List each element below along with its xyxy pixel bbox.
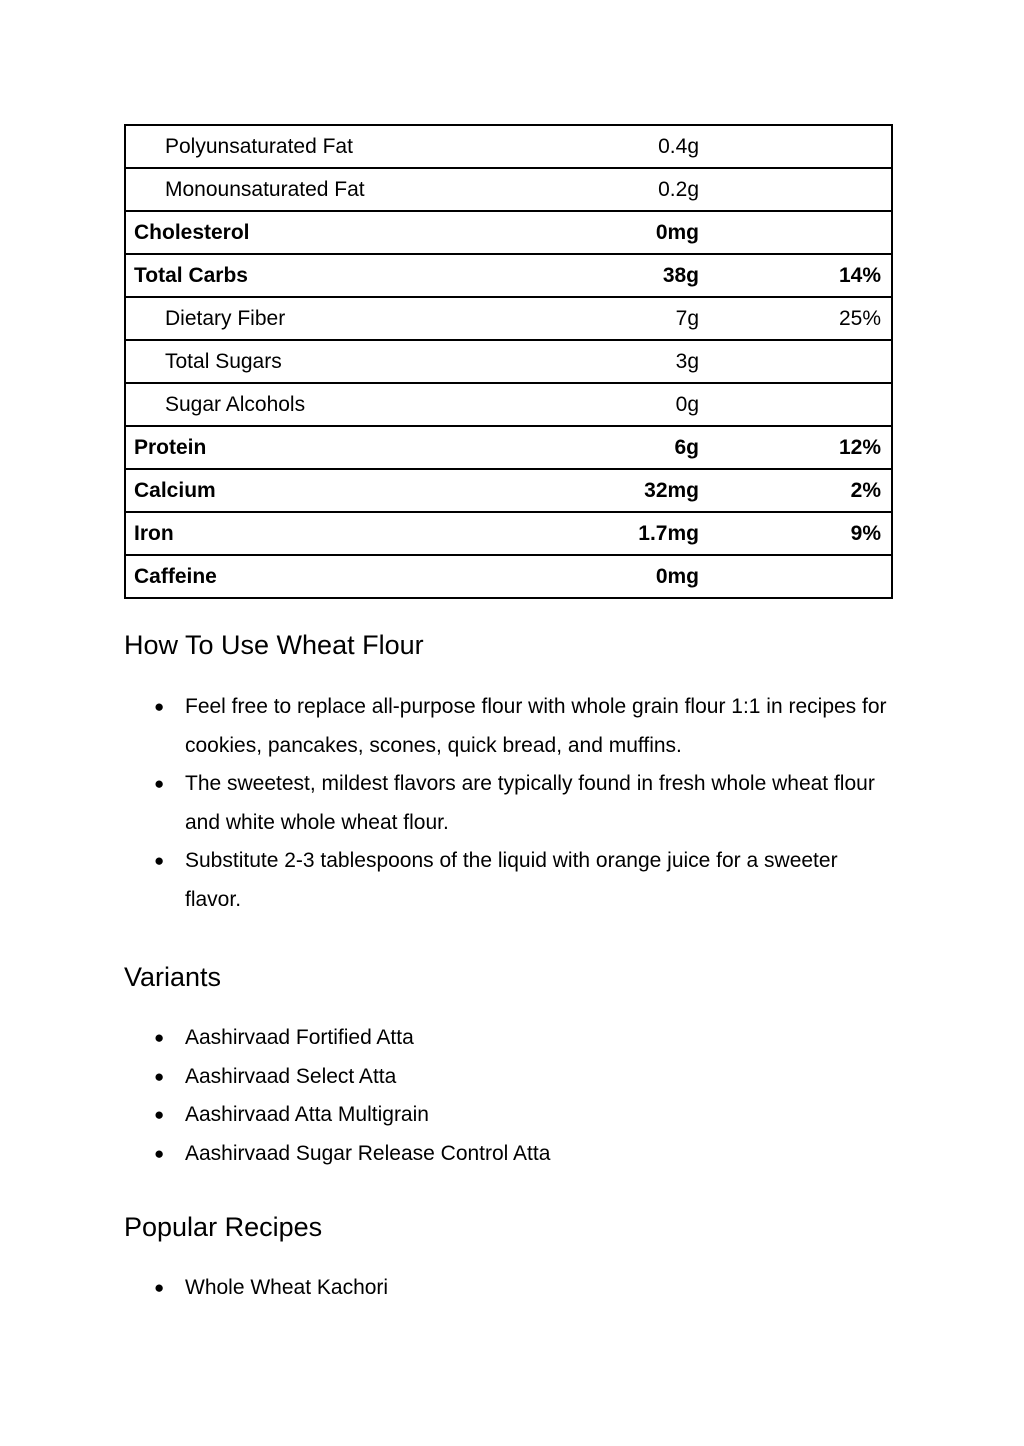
- nutrient-amount: 0.2g: [475, 168, 709, 211]
- nutrient-name: Iron: [125, 512, 475, 555]
- table-row: [125, 297, 892, 340]
- list-item: [124, 765, 895, 842]
- table-row: [125, 168, 892, 211]
- nutrient-daily-value: [709, 340, 892, 383]
- how-to-use-list: [124, 688, 893, 919]
- nutrient-amount: 3g: [475, 340, 709, 383]
- nutrient-name: Dietary Fiber: [125, 297, 475, 340]
- table-row: [125, 211, 892, 254]
- bullet-icon: ●: [154, 1066, 165, 1086]
- nutrient-name: Protein: [125, 426, 475, 469]
- list-item-text: Aashirvaad Select Atta: [185, 1064, 397, 1088]
- nutrient-name: Total Sugars: [125, 340, 475, 383]
- nutrient-name: Total Carbs: [125, 254, 475, 297]
- nutrient-amount: 0mg: [475, 555, 709, 598]
- bullet-icon: ●: [154, 697, 165, 716]
- nutrient-daily-value: 25%: [709, 297, 892, 340]
- bullet-icon: ●: [154, 1028, 165, 1047]
- nutrient-amount: 0.4g: [475, 125, 709, 168]
- list-item-text: Feel free to replace all-purpose flour with whole grain flour 1:1 in recipes for cookies, pancakes, scones, quick bread, and muffins.: [185, 695, 887, 757]
- nutrient-daily-value: [709, 555, 892, 598]
- table-row: [125, 426, 892, 469]
- list-item-text: Aashirvaad Sugar Release Control Atta: [185, 1141, 551, 1165]
- nutrient-daily-value: [709, 125, 892, 168]
- popular-recipes-heading: Popular Recipes: [124, 1212, 323, 1242]
- list-item-text: Aashirvaad Fortified Atta: [185, 1026, 414, 1049]
- nutrient-name: Sugar Alcohols: [125, 383, 475, 426]
- nutrient-daily-value: 9%: [709, 512, 892, 555]
- nutrient-amount: 32mg: [475, 469, 709, 512]
- table-row: [125, 512, 892, 555]
- list-item-text: Substitute 2-3 tablespoons of the liquid with orange juice for a sweeter flavor.: [185, 849, 838, 911]
- table-row: [125, 254, 892, 297]
- nutrient-daily-value: 14%: [709, 254, 892, 297]
- nutrient-amount: 7g: [475, 297, 709, 340]
- nutrient-amount: 0g: [475, 383, 709, 426]
- nutrient-name: Calcium: [125, 469, 475, 512]
- table-row: [125, 125, 892, 168]
- nutrient-daily-value: [709, 211, 892, 254]
- list-item: [124, 1135, 895, 1174]
- nutrient-daily-value: [709, 168, 892, 211]
- list-item-text: The sweetest, mildest flavors are typically found in fresh whole wheat flour and white whole wheat flour.: [185, 772, 875, 834]
- table-row: [125, 340, 892, 383]
- table-row: [125, 469, 892, 512]
- list-item-text: Aashirvaad Atta Multigrain: [185, 1103, 429, 1126]
- list-item: [124, 688, 895, 765]
- list-item: [124, 1058, 895, 1097]
- table-row: [125, 383, 892, 426]
- table-row: [125, 555, 892, 598]
- nutrient-daily-value: [709, 383, 892, 426]
- variants-list: [124, 1019, 893, 1173]
- popular-recipes-list: [124, 1269, 893, 1308]
- bullet-icon: ●: [154, 774, 165, 793]
- bullet-icon: ●: [154, 851, 165, 870]
- nutrient-amount: 6g: [475, 426, 709, 469]
- nutrient-daily-value: 12%: [709, 426, 892, 469]
- list-item: [124, 1269, 895, 1308]
- document-page: [124, 124, 893, 1308]
- variants-heading: Variants: [124, 962, 222, 992]
- list-item: [124, 842, 895, 919]
- list-item-text: Whole Wheat Kachori: [185, 1276, 389, 1299]
- list-item: [124, 1096, 895, 1135]
- nutrient-amount: 38g: [475, 254, 709, 297]
- nutrient-daily-value: 2%: [709, 469, 892, 512]
- bullet-icon: ●: [154, 1278, 165, 1297]
- list-item: [124, 1019, 895, 1058]
- nutrition-table: [124, 124, 893, 599]
- nutrient-amount: 0mg: [475, 211, 709, 254]
- nutrient-name: Cholesterol: [125, 211, 475, 254]
- bullet-icon: ●: [154, 1143, 165, 1163]
- nutrient-name: Caffeine: [125, 555, 475, 598]
- nutrient-amount: 1.7mg: [475, 512, 709, 555]
- nutrient-name: Monounsaturated Fat: [125, 168, 475, 211]
- nutrient-name: Polyunsaturated Fat: [125, 125, 475, 168]
- bullet-icon: ●: [154, 1105, 165, 1124]
- how-to-use-heading: How To Use Wheat Flour: [124, 630, 424, 660]
